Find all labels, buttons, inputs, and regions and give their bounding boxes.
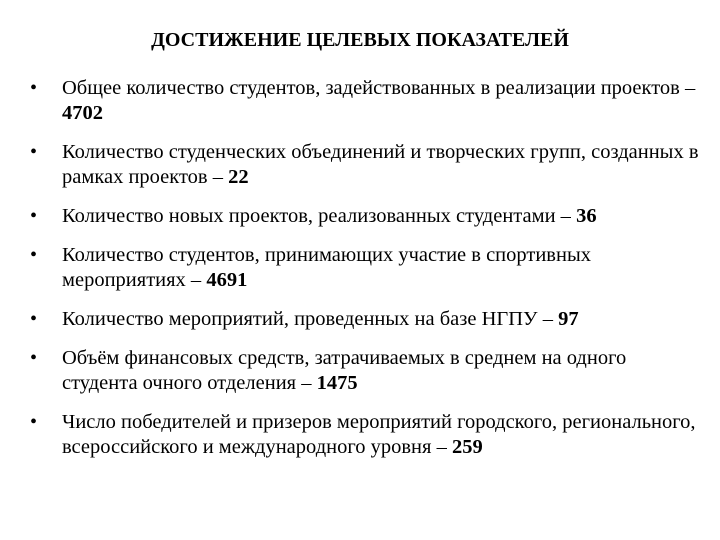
item-text: Количество новых проектов, реализованных студентами –: [62, 205, 577, 227]
list-item: [30, 204, 700, 229]
list-item: [30, 410, 700, 460]
item-text: Объём финансовых средств, затрачиваемых в среднем на одного студента очного отделения –: [62, 347, 627, 394]
item-text: Общее количество студентов, задействованных в реализации проектов –: [62, 77, 696, 99]
bullet-icon: •: [30, 347, 38, 369]
bullet-icon: •: [30, 244, 38, 266]
bullet-icon: •: [30, 205, 38, 227]
item-text: Количество студентов, принимающих участие в спортивных мероприятиях –: [62, 244, 591, 291]
item-value: 259: [451, 436, 483, 458]
item-value: 22: [228, 166, 249, 188]
bullet-icon: •: [30, 77, 38, 99]
list-item: [30, 140, 700, 190]
slide-title: ДОСТИЖЕНИЕ ЦЕЛЕВЫХ ПОКАЗАТЕЛЕЙ: [151, 29, 569, 51]
indicator-list: [30, 76, 700, 474]
list-item: [30, 76, 700, 126]
item-value: 36: [576, 205, 597, 227]
item-value: 97: [558, 308, 579, 330]
item-text: Количество студенческих объединений и творческих групп, созданных в рамках проектов –: [62, 141, 699, 188]
item-value: 4691: [206, 269, 248, 291]
bullet-icon: •: [30, 308, 38, 330]
list-item: [30, 307, 700, 332]
list-item: [30, 243, 700, 293]
item-text: Число победителей и призеров мероприятий городского, регионального, всероссийского и международного уровня –: [62, 411, 696, 458]
item-value: 1475: [316, 372, 358, 394]
list-item: [30, 346, 700, 396]
item-text: Количество мероприятий, проведенных на базе НГПУ –: [62, 308, 559, 330]
bullet-icon: •: [30, 411, 38, 433]
bullet-icon: •: [30, 141, 38, 163]
item-value: 4702: [62, 102, 103, 124]
